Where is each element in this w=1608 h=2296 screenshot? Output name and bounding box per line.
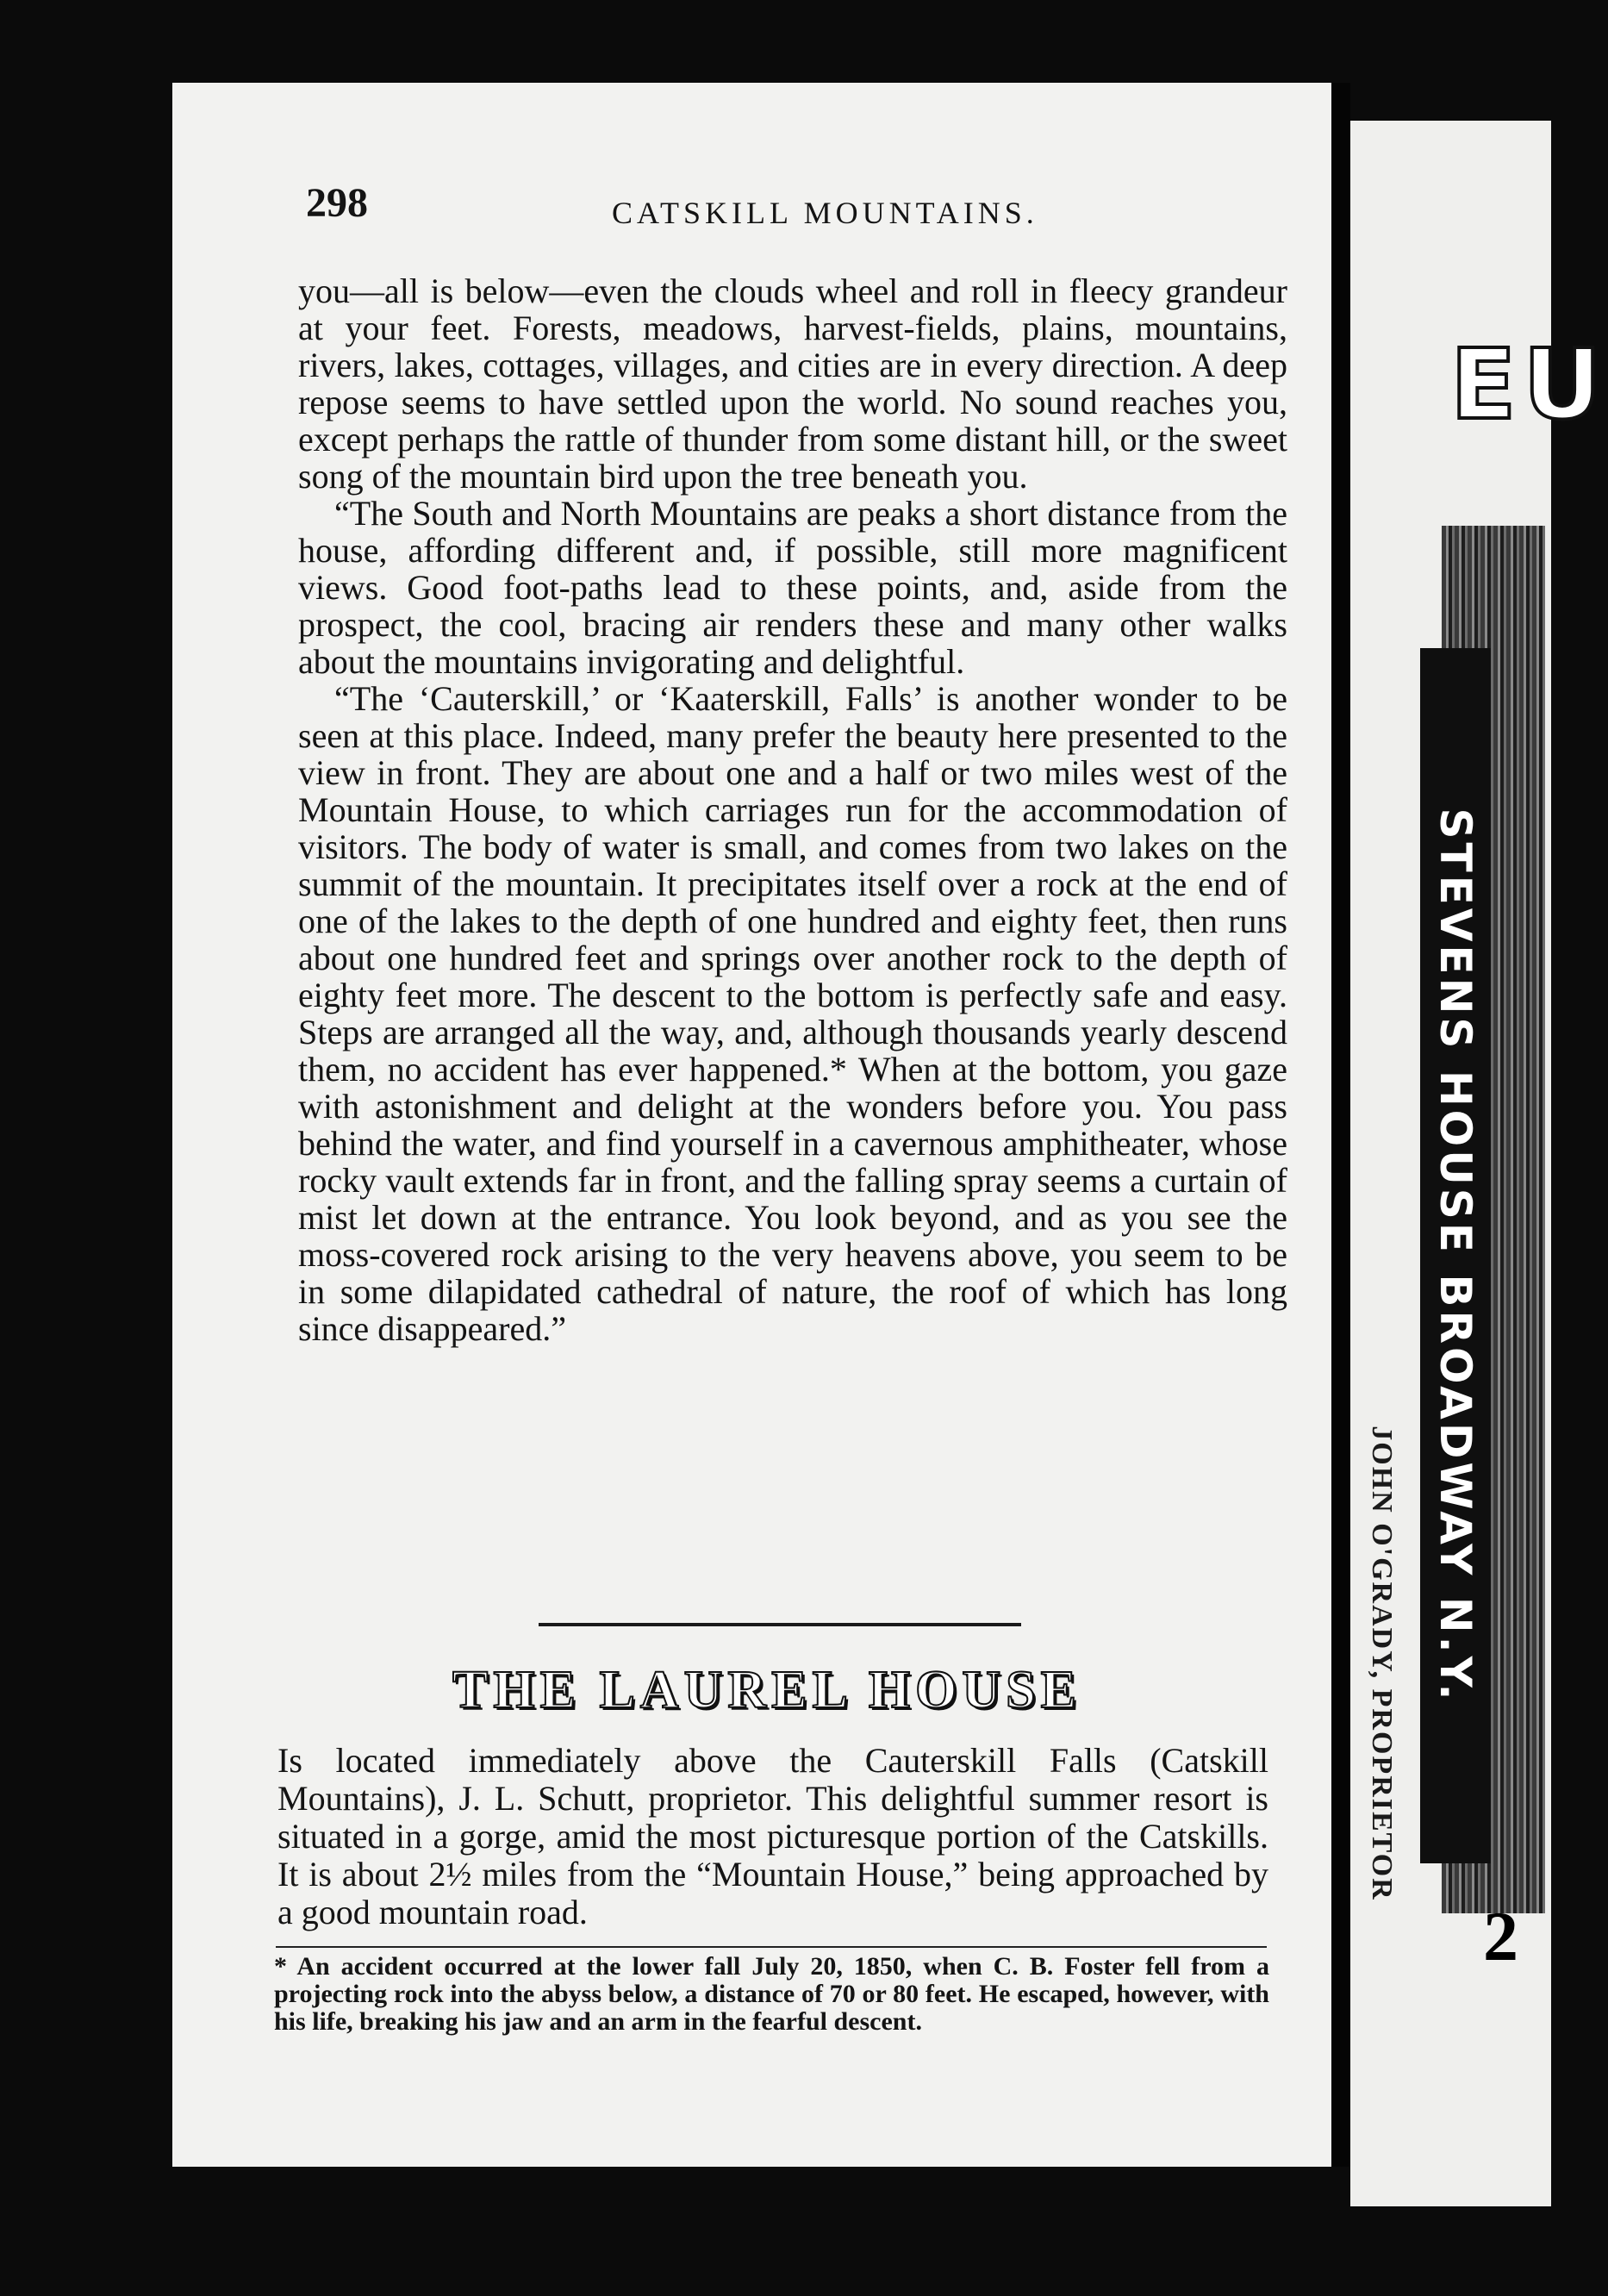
ad-proprietor-text: JOHN O'GRADY, PROPRIETOR <box>1366 1426 1398 1901</box>
section-divider <box>539 1623 1021 1626</box>
footnote-divider <box>276 1946 1267 1948</box>
book-page <box>172 83 1331 2167</box>
ad-proprietor <box>1356 1422 1407 1905</box>
laurel-house-heading: THE LAUREL HOUSE <box>452 1661 1081 1719</box>
page-gutter <box>1331 83 1350 2167</box>
advertisement-page <box>1350 121 1608 2206</box>
laurel-house-text: Is located immediately above the Cauterskill Falls (Catskill Mountains), J. L. Schutt, proprietor. This delightful summer resort is situated in a gorge, amid the most picturesque portion of the Catskills. It is about 2½ miles from the “Mountain House,” being approached by a good mountain road. <box>277 1741 1268 1931</box>
ad-headline-letters: EU <box>1450 329 1608 441</box>
ad-banner-text: STEVENS HOUSE BROADWAY N.Y. <box>1430 808 1480 1704</box>
page-number: 298 <box>306 180 368 226</box>
ad-number: 2 <box>1483 1897 1518 1975</box>
ad-banner <box>1420 648 1491 1863</box>
paragraph: “The ‘Cauterskill,’ or ‘Kaaterskill, Falls’ is another wonder to be seen at this place. Indeed, many prefer the beauty here presented to the view in front. They are about one and a half or two miles west of the Mountain House, to which carriages run for the accommodation of visitors. The body of water is small, and comes from two lakes on the summit of the mountain. It precipitates itself over a rock at the end of one of the lakes to the depth of one hundred and eighty feet, then runs about one hundred feet and springs over another rock to the depth of eighty feet more. The descent to the bottom is perfectly safe and easy. Steps are arranged all the way, and, although thousands yearly descend them, no accident has ever happened.* When at the bottom, you gaze with astonishment and delight at the wonders before you. You pass behind the water, and find yourself in a cavernous amphitheater, whose rocky vault extends far in front, and the falling spray seems a curtain of mist let down at the entrance. You look beyond, and as you see the moss-covered rock arising to the very heavens above, you seem to be in some dilapidated cathedral of nature, the roof of which has long since disappeared.” <box>298 679 1287 1348</box>
footnote: * An accident occurred at the lower fall July 20, 1850, when C. B. Foster fell from a projecting rock into the abyss below, a distance of 70 or 80 feet. He escaped, however, with his life, breaking his jaw and an arm in the fearful descent. <box>274 1952 1269 2036</box>
running-head: CATSKILL MOUNTAINS. <box>612 196 1038 230</box>
paragraph: you—all is below—even the clouds wheel and roll in fleecy grandeur at your feet. Forests, meadows, harvest-fields, plains, mountains, rivers, lakes, cottages, villages, and cities are in every direction. A deep repose seems to have settled upon the world. No sound reaches you, except perhaps the rattle of thunder from some distant hill, or the sweet song of the mountain bird upon the tree beneath you. <box>298 271 1287 496</box>
paragraph: “The South and North Mountains are peaks a short distance from the house, affording different and, if possible, still more magnificent views. Good foot-paths lead to these points, and, aside from the prospect, the cool, bracing air renders these and many other walks about the mountains invigorating and delightful. <box>298 494 1287 681</box>
page-body <box>298 272 1287 1347</box>
